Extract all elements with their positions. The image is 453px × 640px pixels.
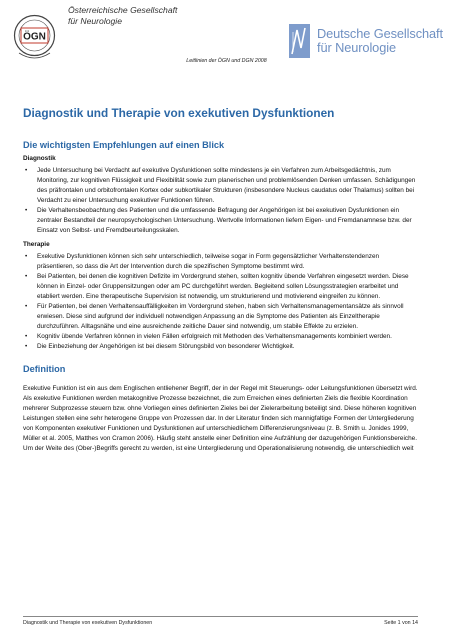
recommendations-heading: Die wichtigsten Empfehlungen auf einen Blick [23, 140, 225, 150]
bullet-icon: • [25, 207, 28, 214]
guideline-subtitle: Leitlinien der ÖGN und DGN 2008 [186, 58, 267, 64]
document-title: Diagnostik und Therapie von exekutiven Dysfunktionen [23, 106, 335, 120]
list-item-text: Kognitiv übende Verfahren können in vielen Fällen erfolgreich mit Methoden des Verhaltensmanagements kombiniert werden. [37, 333, 392, 340]
list-item-text: Exekutive Dysfunktionen können sich sehr unterschiedlich, teilweise sogar in Form gegensätzlicher Verhaltenstendenzen präsentieren, so dass die Art der Intervention durch die spezifischen Symptome bestimmt wird. [37, 253, 380, 270]
list-item [23, 272, 418, 302]
bullet-icon: • [25, 303, 28, 310]
diagnostik-list [23, 166, 418, 236]
bullet-icon: • [25, 333, 28, 340]
list-item [23, 342, 418, 352]
oegn-line2: für Neurologie [68, 16, 122, 26]
main-content [23, 106, 418, 454]
list-item [23, 166, 418, 206]
list-item-text: Die Verhaltensbeobachtung des Patienten und die umfassende Befragung der Angehörigen ist bei exekutiven Dysfunktionen ein zentraler Bestandteil der neuropsychologischen Untersuchung. Wertvolle Informationen liefern Eigen- und Fremdanamnese bzw. der Einsatz von Selbst- und Fremdbeurteilungsskalen. [37, 207, 412, 234]
oegn-logo [13, 7, 56, 64]
dgn-line1: Deutsche Gesellschaft [317, 26, 443, 41]
list-item-text: Für Patienten, bei denen Verhaltensauffälligkeiten im Vordergrund stehen, haben sich Verhaltensmanagementansätze als sinnvoll erwiesen. Diese sind aufgrund der individuell notwendigen Anpassung an die Symptome des Patienten als Einzeltherapie durchzuführen. Alltagsnähe und eine ausreichende zeitliche Dauer sind notwendig, um stabile Effekte zu erzielen. [37, 303, 404, 330]
definition-paragraph: Exekutive Funktion ist ein aus dem Englischen entliehener Begriff, der in der Regel mit Steuerungs- oder Leitungsfunktionen übersetzt wird. Als exekutive Funktionen werden metakognitive Prozesse bezeichnet, die zum Erreichen eines definierten Ziels die flexible Koordination mehrerer Subprozesse steuern bzw. ohne Vorliegen eines definierten Zieles bei der Zielerarbeitung beteiligt sind. Diese höheren kognitiven Leistungen stellen eine sehr heterogene Gruppe von Prozessen dar. In der Literatur finden sich mannigfaltige Formen der Untergliederung von Komponenten exekutiver Funktionen und Dysfunktionen auf unterschiedlichem Differenzierungsniveau (z. B. Smith u. Jonides 1999, Müller et al. 2005, Matthes von Cramon 2006). Häufig steht anstelle einer Definition eine Aufzählung der dazugehörigen Funktionsbereiche. Um der Weite des (Ober-)Begriffs gerecht zu werden, ist eine Untergliederung und Operationalisierung notwendig, die unterschiedlich weit [23, 385, 418, 452]
dgn-logo [289, 24, 310, 58]
bullet-icon: • [25, 253, 28, 260]
oegn-logo-text: ÖGN [23, 31, 46, 43]
footer-divider [23, 616, 418, 617]
list-item-text: Bei Patienten, bei denen die kognitiven Defizite im Vordergrund stehen, sollten kognitiv übende Verfahren eingesetzt werden. Diese können in Einzel- oder Gruppensitzungen oder am PC durchgeführt werden. Begleitend sollen Lösungsstrategien erarbeitet und etabliert werden. Eine therapeutische Supervision ist notwendig, um strukturierend und motivierend eingreifen zu können. [37, 273, 409, 300]
list-item [23, 206, 418, 236]
list-item [23, 302, 418, 332]
list-item-text: Jede Untersuchung bei Verdacht auf exekutive Dysfunktionen sollte mindestens je ein Verfahren zum Arbeitsgedächtnis, zum Monitoring, zur kognitiven Flüssigkeit und Flexibilität sowie zum planerischen und problemlösenden Denken umfassen. Schädigungen des präfrontalen und orbitofrontalen Kortex oder subkortikaler Strukturen (insbesondere Nucleus caudatus oder Thalamus) sollten bei Verdacht zu einer Untersuchung exekutiver Funktionen führen. [37, 167, 416, 204]
footer-page-number: Seite 1 von 14 [384, 620, 418, 626]
dgn-line2: für Neurologie [317, 40, 396, 55]
therapie-heading: Therapie [23, 241, 50, 248]
list-item-text: Die Einbeziehung der Angehörigen ist bei diesem Störungsbild von besonderer Wichtigkeit. [37, 343, 295, 350]
definition-heading: Definition [23, 364, 66, 374]
bullet-icon: • [25, 343, 28, 350]
bullet-icon: • [25, 167, 28, 174]
footer-document-title: Diagnostik und Therapie von exekutiven Dysfunktionen [23, 620, 153, 626]
list-item [23, 252, 418, 272]
bullet-icon: • [25, 273, 28, 280]
therapie-list [23, 252, 418, 352]
dgn-name [317, 27, 443, 55]
list-item [23, 332, 418, 342]
diagnostik-heading: Diagnostik [23, 155, 56, 162]
oegn-name [68, 5, 177, 27]
oegn-line1: Österreichische Gesellschaft [68, 5, 178, 15]
